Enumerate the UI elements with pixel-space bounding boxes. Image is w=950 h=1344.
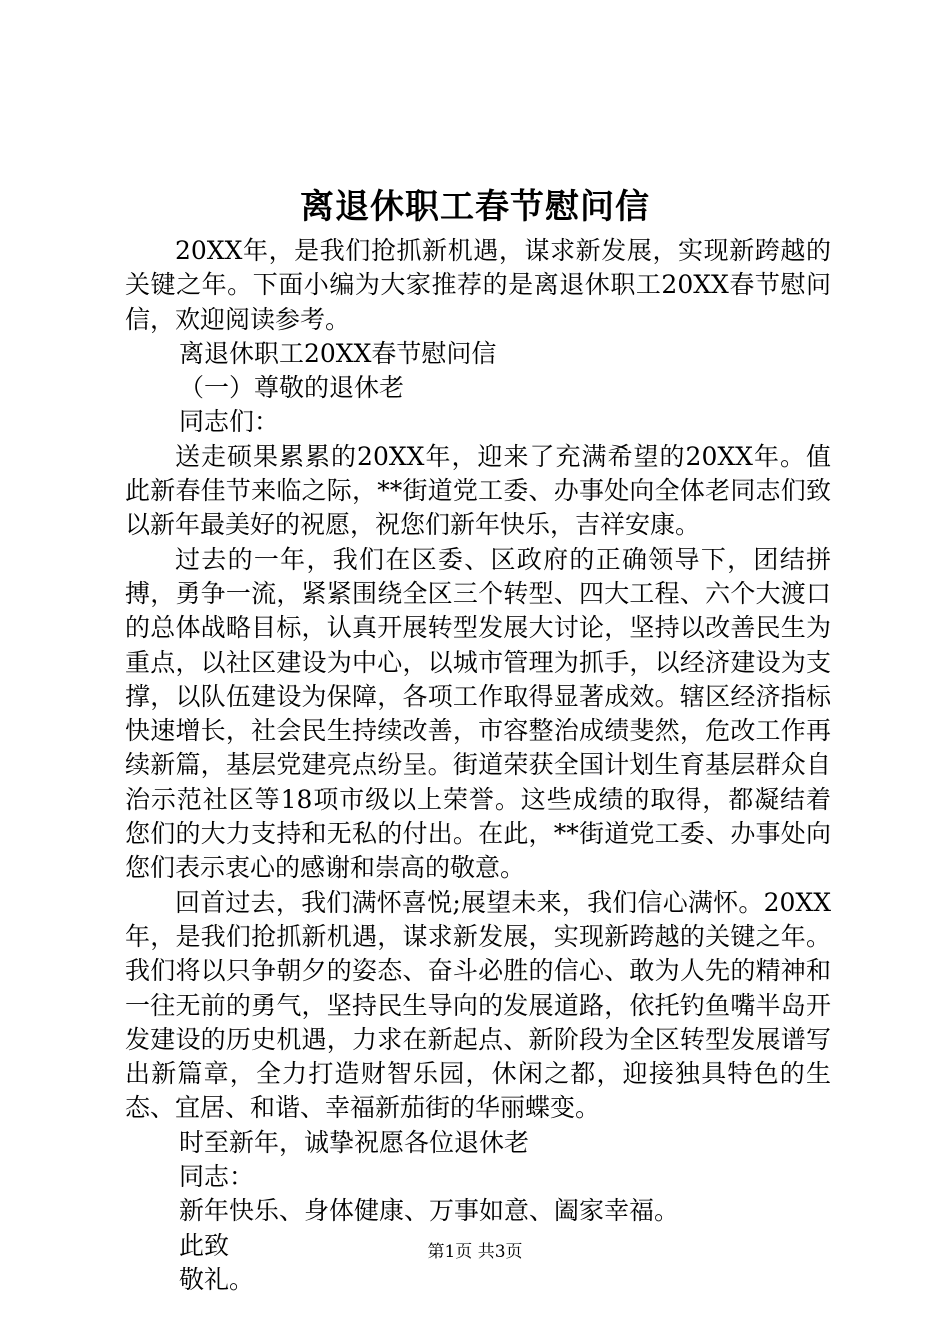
document-title: 离退休职工春节慰问信: [300, 187, 650, 227]
closing-line-2: 敬礼。: [179, 1264, 255, 1294]
document-body: [125, 234, 831, 1297]
body-paragraph-2: 过去的一年，我们在区委、区政府的正确领导下，团结拼搏，勇争一流，紧紧围绕全区三个转型、四大工程、六个大渡口的总体战略目标，认真开展转型发展大讨论，坚持以改善民生为重点，以社区建设为中心，以城市管理为抓手，以经济建设为支撑，以队伍建设为保障，各项工作取得显著成效。辖区经济指标快速增长，社会民生持续改善，市容整治成绩斐然，危改工作再续新篇，基层党建亮点纷呈。街道荣获全国计划生育基层群众自治示范社区等18项市级以上荣誉。这些成绩的取得，都凝结着您们的大力支持和无私的付出。在此，**街道党工委、办事处向您们表示衷心的感谢和崇高的敬意。: [125, 544, 831, 883]
body-paragraph-3: 回首过去，我们满怀喜悦;展望未来，我们信心满怀。20XX年，是我们抢抓新机遇，谋求新发展，实现新跨越的关键之年。我们将以只争朝夕的姿态、奋斗必胜的信心、敢为人先的精神和一往无前的勇气，坚持民生导向的发展道路，依托钓鱼嘴半岛开发建设的历史机遇，力求在新起点、新阶段为全区转型发展谱写出新篇章，全力打造财智乐园，休闲之都，迎接独具特色的生态、宜居、和谐、幸福新茄街的华丽蝶变。: [125, 887, 831, 1123]
body-paragraph-1: 送走硕果累累的20XX年，迎来了充满希望的20XX年。值此新春佳节来临之际，**街道党工委、办事处向全体老同志们致以新年最美好的祝愿，祝您们新年快乐，吉祥安康。: [125, 441, 831, 540]
subtitle-line: 离退休职工20XX春节慰问信: [179, 338, 497, 368]
section-label: （一）尊敬的退休老: [179, 373, 405, 403]
greeting-line-1: 时至新年，诚挚祝愿各位退休老: [179, 1127, 530, 1157]
greeting-line-2: 同志：: [179, 1162, 255, 1192]
intro-paragraph: 20XX年，是我们抢抓新机遇，谋求新发展，实现新跨越的关键之年。下面小编为大家推荐的是离退休职工20XX春节慰问信，欢迎阅读参考。: [125, 236, 831, 334]
closing-line-1: 此致: [179, 1230, 230, 1260]
page-indicator: 第1页 共3页: [427, 1242, 523, 1262]
salutation: 同志们：: [179, 407, 280, 437]
wishes-line: 新年快乐、身体健康、万事如意、阖家幸福。: [179, 1196, 680, 1226]
